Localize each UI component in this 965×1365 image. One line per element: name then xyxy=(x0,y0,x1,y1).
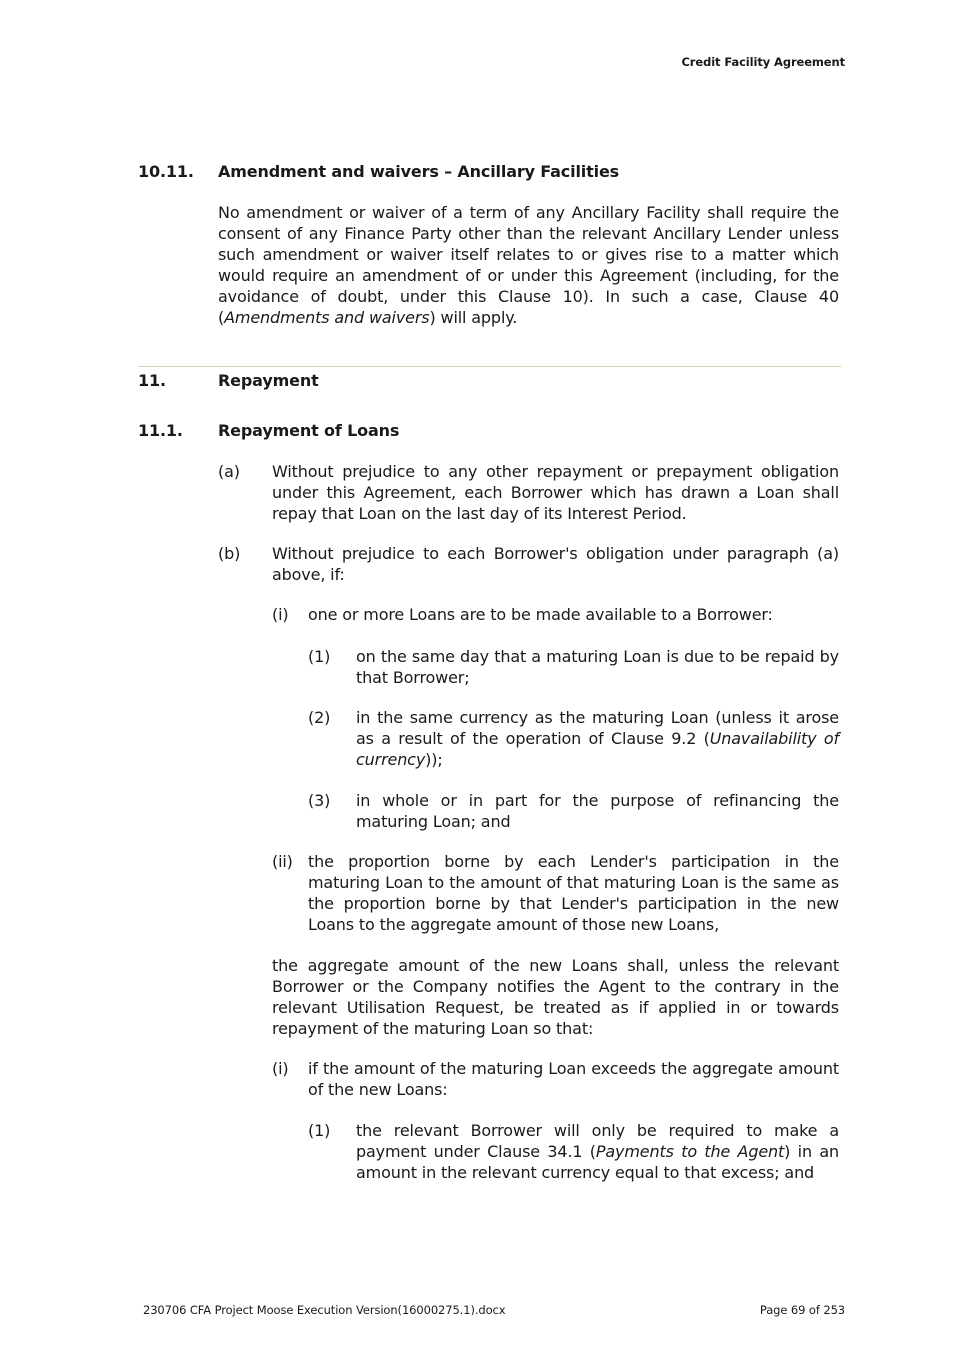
item-label-b-i-2: (2) xyxy=(308,708,331,727)
item-label-b-i-1: (1) xyxy=(308,647,331,666)
subparagraph-b-i-text: one or more Loans are to be made available to a Borrower: xyxy=(308,605,773,624)
paragraph-label-b: (b) xyxy=(218,544,241,563)
clause-number-11: 11. xyxy=(138,371,166,390)
clause-number-10-11: 10.11. xyxy=(138,162,194,181)
footer-page-number: Page 69 of 253 xyxy=(759,1303,845,1317)
subparagraph-label-b-ii: (ii) xyxy=(272,852,293,871)
item-b-i-2-text: in the same currency as the maturing Loan (unless it arose as a result of the operation of Clause 9.2 (Unavailability of currency)); xyxy=(356,708,839,769)
paragraph-label-a: (a) xyxy=(218,462,240,481)
subparagraph-label-c-i: (i) xyxy=(272,1059,289,1078)
clause-title-11-1: Repayment of Loans xyxy=(218,421,400,440)
item-label-c-i-1: (1) xyxy=(308,1121,331,1140)
item-b-i-1-text: on the same day that a maturing Loan is due to be repaid by that Borrower; xyxy=(356,647,839,687)
footer-document-name: 230706 CFA Project Moose Execution Version(16000275.1).docx xyxy=(143,1303,506,1317)
subparagraph-c-i-text: if the amount of the maturing Loan exceeds the aggregate amount of the new Loans: xyxy=(308,1059,839,1099)
paragraph-b-continuation: the aggregate amount of the new Loans shall, unless the relevant Borrower or the Company notifies the Agent to the contrary in the relevant Utilisation Request, be treated as if applied in or towards repayment of the maturing Loan so that: xyxy=(272,956,839,1038)
section-divider xyxy=(138,366,841,367)
subparagraph-b-ii-text: the proportion borne by each Lender's participation in the maturing Loan to the amount of that maturing Loan is the same as the proportion borne by that Lender's participation in the new Loans to the aggregate amount of those new Loans, xyxy=(308,852,839,934)
paragraph-b-text: Without prejudice to each Borrower's obligation under paragraph (a) above, if: xyxy=(272,544,839,584)
item-b-i-3-text: in whole or in part for the purpose of refinancing the maturing Loan; and xyxy=(356,791,839,831)
subparagraph-label-b-i: (i) xyxy=(272,605,289,624)
running-header-title: Credit Facility Agreement xyxy=(681,55,845,69)
clause-title-11: Repayment xyxy=(218,371,319,390)
item-c-i-1-text: the relevant Borrower will only be required to make a payment under Clause 34.1 (Payments to the Agent) in an amount in the relevant currency equal to that excess; and xyxy=(356,1121,839,1182)
clause-number-11-1: 11.1. xyxy=(138,421,183,440)
paragraph-a-text: Without prejudice to any other repayment or prepayment obligation under this Agreement, each Borrower which has drawn a Loan shall repay that Loan on the last day of its Interest Period. xyxy=(272,462,839,523)
clause-title-10-11: Amendment and waivers – Ancillary Facilities xyxy=(218,162,620,181)
item-label-b-i-3: (3) xyxy=(308,791,331,810)
clause-10-11-paragraph: No amendment or waiver of a term of any Ancillary Facility shall require the consent of any Finance Party other than the relevant Ancillary Lender unless such amendment or waiver itself relates to or gives rise to a matter which would require an amendment of or under this Agreement (including, for the avoidance of doubt, under this Clause 10). In such a case, Clause 40 (Amendments and waivers) will apply. xyxy=(218,203,839,327)
